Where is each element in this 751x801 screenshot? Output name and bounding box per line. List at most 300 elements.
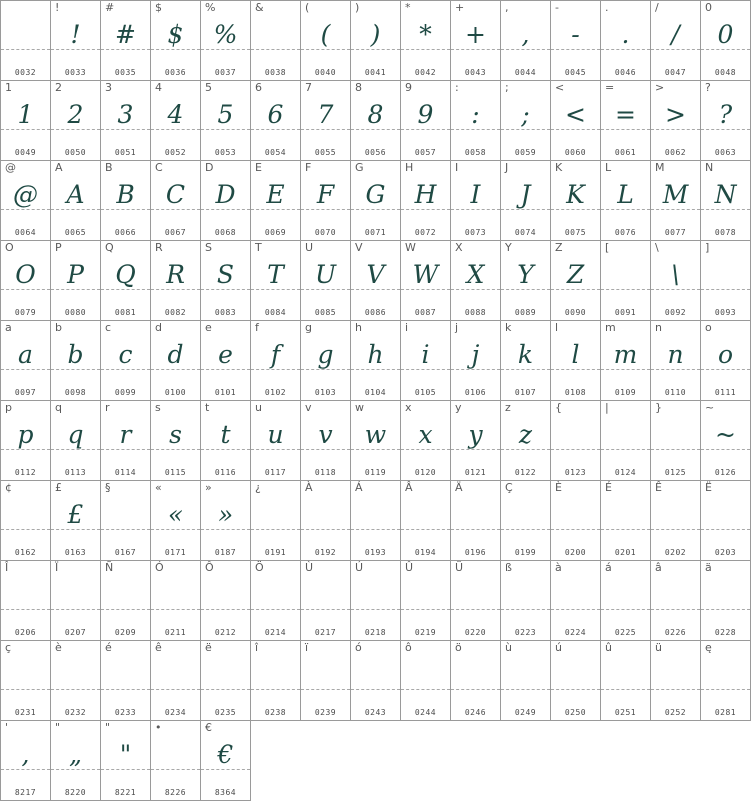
code-point-label: 0249 (514, 708, 537, 717)
code-point-label: 0056 (364, 148, 387, 157)
glyph-sample: - (571, 20, 580, 49)
glyph-cell (651, 641, 701, 721)
character-label: < (555, 81, 565, 94)
code-point-label: 0052 (164, 148, 187, 157)
glyph-cell (701, 561, 751, 641)
glyph-sample (151, 735, 200, 775)
glyph-cell (251, 241, 301, 321)
glyph-sample: + (465, 20, 486, 49)
code-point-label: 0123 (564, 468, 587, 477)
code-point-label: 0119 (364, 468, 387, 477)
code-point-label: 0062 (664, 148, 687, 157)
code-point-label: 0108 (564, 388, 587, 397)
glyph-cell (551, 561, 601, 641)
code-point-label: 0214 (264, 628, 287, 637)
code-point-label: 0075 (564, 228, 587, 237)
glyph-sample: T (267, 260, 284, 289)
glyph-sample (601, 495, 650, 535)
glyph-sample: y (468, 420, 483, 449)
glyph-sample: D (215, 180, 236, 209)
character-label: Ë (705, 481, 712, 494)
glyph-cell (601, 401, 651, 481)
code-point-label: 0069 (264, 228, 287, 237)
glyph-cell (551, 1, 601, 81)
glyph-cell (651, 241, 701, 321)
glyph-sample: v (318, 420, 333, 449)
character-label: w (355, 401, 364, 414)
character-label: [ (605, 241, 610, 254)
code-point-label: 0088 (464, 308, 487, 317)
glyph-cell (201, 1, 251, 81)
glyph-sample: K (566, 180, 585, 209)
character-label: â (655, 561, 662, 574)
character-label: Z (555, 241, 563, 254)
character-label: # (105, 1, 115, 14)
glyph-cell (501, 161, 551, 241)
glyph-sample: 3 (117, 100, 134, 129)
glyph-sample: o (717, 340, 734, 369)
glyph-cell (101, 401, 151, 481)
character-label: o (705, 321, 712, 334)
character-label: 6 (255, 81, 262, 94)
glyph-sample: > (665, 100, 686, 129)
code-point-label: 0078 (714, 228, 737, 237)
character-label: ó (355, 641, 362, 654)
glyph-sample: ? (718, 100, 733, 129)
code-point-label: 0067 (164, 228, 187, 237)
code-point-label: 0203 (714, 548, 737, 557)
glyph-cell (501, 561, 551, 641)
character-label: * (405, 1, 411, 14)
glyph-sample (151, 575, 200, 615)
code-point-label: 0211 (164, 628, 187, 637)
glyph-cell (1, 721, 51, 801)
character-label: ¿ (255, 481, 261, 494)
glyph-sample (401, 495, 450, 535)
glyph-cell (1, 161, 51, 241)
glyph-cell (301, 1, 351, 81)
character-label: u (255, 401, 262, 414)
glyph-cell (551, 481, 601, 561)
code-point-label: 0076 (614, 228, 637, 237)
glyph-cell (1, 401, 51, 481)
character-label: ú (555, 641, 562, 654)
glyph-cell (651, 81, 701, 161)
glyph-cell (101, 1, 151, 81)
glyph-cell (101, 81, 151, 161)
glyph-sample: C (165, 180, 186, 209)
glyph-cell (201, 81, 251, 161)
glyph-sample: @ (13, 180, 38, 209)
glyph-sample: F (316, 180, 335, 209)
character-label: E (255, 161, 262, 174)
glyph-sample: 1 (17, 100, 34, 129)
character-label: p (5, 401, 12, 414)
glyph-sample: , (521, 20, 530, 49)
character-label: Á (355, 481, 363, 494)
glyph-sample (601, 575, 650, 615)
glyph-cell (701, 481, 751, 561)
character-label: ; (505, 81, 509, 94)
glyph-cell (601, 1, 651, 81)
glyph-cell (651, 561, 701, 641)
glyph-sample: Q (115, 260, 136, 289)
character-label: c (105, 321, 112, 334)
code-point-label: 0047 (664, 68, 687, 77)
glyph-cell (501, 481, 551, 561)
character-label: P (55, 241, 62, 254)
glyph-cell (51, 721, 101, 801)
character-label: D (205, 161, 214, 174)
glyph-sample (501, 575, 550, 615)
glyph-sample (1, 495, 50, 535)
glyph-cell (51, 161, 101, 241)
glyph-cell (1, 241, 51, 321)
character-label: J (505, 161, 509, 174)
glyph-cell (501, 401, 551, 481)
glyph-sample (251, 495, 300, 535)
character-label: 9 (405, 81, 412, 94)
glyph-cell (651, 401, 701, 481)
code-point-label: 0074 (514, 228, 537, 237)
code-point-label: 0044 (514, 68, 537, 77)
glyph-sample: ( (320, 20, 331, 49)
glyph-sample (151, 655, 200, 695)
character-label: a (5, 321, 12, 334)
character-label: ß (505, 561, 512, 574)
code-point-label: 0051 (114, 148, 137, 157)
glyph-cell (451, 81, 501, 161)
code-point-label: 0232 (64, 708, 87, 717)
code-point-label: 0171 (164, 548, 187, 557)
glyph-sample: a (18, 340, 33, 369)
glyph-sample: 6 (267, 100, 284, 129)
character-label: H (405, 161, 414, 174)
glyph-cell (251, 481, 301, 561)
glyph-cell (501, 1, 551, 81)
glyph-cell (151, 81, 201, 161)
character-label: - (555, 1, 559, 14)
glyph-sample: i (421, 340, 430, 369)
glyph-cell (201, 401, 251, 481)
glyph-cell (151, 641, 201, 721)
code-point-label: 0209 (114, 628, 137, 637)
glyph-cell (701, 81, 751, 161)
glyph-cell (651, 321, 701, 401)
glyph-sample: h (367, 340, 384, 369)
glyph-cell (251, 321, 301, 401)
code-point-label: 0200 (564, 548, 587, 557)
code-point-label: 0233 (114, 708, 137, 717)
glyph-sample (251, 15, 300, 55)
code-point-label: 0117 (264, 468, 287, 477)
glyph-cell (601, 81, 651, 161)
glyph-sample: c (118, 340, 133, 369)
code-point-label: 0073 (464, 228, 487, 237)
code-point-label: 0054 (264, 148, 287, 157)
glyph-sample: Y (517, 260, 534, 289)
character-label: x (405, 401, 412, 414)
code-point-label: 0055 (314, 148, 337, 157)
code-point-label: 0104 (364, 388, 387, 397)
character-label: é (105, 641, 112, 654)
character-label: À (305, 481, 313, 494)
glyph-cell (501, 81, 551, 161)
character-label: G (355, 161, 364, 174)
glyph-cell (201, 721, 251, 801)
glyph-cell (51, 81, 101, 161)
glyph-sample (701, 655, 750, 695)
code-point-label: 0162 (14, 548, 37, 557)
character-label: . (605, 1, 609, 14)
glyph-sample (651, 655, 700, 695)
glyph-sample: 8 (367, 100, 384, 129)
glyph-cell (451, 401, 501, 481)
glyph-cell (601, 161, 651, 241)
glyph-cell (301, 561, 351, 641)
glyph-sample: z (518, 420, 533, 449)
character-label: K (555, 161, 563, 174)
glyph-sample: # (115, 20, 136, 49)
code-point-label: 0103 (314, 388, 337, 397)
glyph-cell (201, 161, 251, 241)
code-point-label: 0202 (664, 548, 687, 557)
glyph-sample (251, 655, 300, 695)
glyph-cell (401, 321, 451, 401)
glyph-sample (451, 655, 500, 695)
glyph-cell (151, 561, 201, 641)
glyph-sample: x (418, 420, 433, 449)
character-label: C (155, 161, 163, 174)
glyph-cell (101, 241, 151, 321)
glyph-cell (451, 641, 501, 721)
character-label: d (155, 321, 162, 334)
character-label: Î (5, 561, 9, 574)
code-point-label: 0066 (114, 228, 137, 237)
code-point-label: 8364 (214, 788, 237, 797)
code-point-label: 0037 (214, 68, 237, 77)
glyph-cell (51, 401, 101, 481)
glyph-sample: R (166, 260, 185, 289)
glyph-cell (451, 481, 501, 561)
code-point-label: 0225 (614, 628, 637, 637)
glyph-cell (301, 401, 351, 481)
glyph-cell (351, 641, 401, 721)
character-label: £ (55, 481, 62, 494)
code-point-label: 0089 (514, 308, 537, 317)
glyph-cell (551, 161, 601, 241)
code-point-label: 0082 (164, 308, 187, 317)
character-label: r (105, 401, 110, 414)
glyph-sample: 0 (717, 20, 734, 49)
glyph-sample: m (613, 340, 638, 369)
glyph-sample: t (220, 420, 231, 449)
glyph-sample (301, 575, 350, 615)
character-label: & (255, 1, 264, 14)
code-point-label: 0207 (64, 628, 87, 637)
character-label: ) (355, 1, 360, 14)
glyph-sample: X (466, 260, 485, 289)
glyph-sample: B (116, 180, 135, 209)
code-point-label: 0097 (14, 388, 37, 397)
glyph-sample: $ (167, 20, 184, 49)
code-point-label: 0118 (314, 468, 337, 477)
glyph-cell (701, 241, 751, 321)
code-point-label: 0228 (714, 628, 737, 637)
glyph-cell (351, 161, 401, 241)
glyph-sample: ; (521, 100, 530, 129)
glyph-sample: s (169, 420, 182, 449)
character-label: È (555, 481, 562, 494)
code-point-label: 0113 (64, 468, 87, 477)
character-label: v (305, 401, 312, 414)
glyph-cell (401, 401, 451, 481)
glyph-sample: \ (671, 260, 680, 289)
glyph-sample (201, 655, 250, 695)
glyph-cell (501, 641, 551, 721)
character-label: z (505, 401, 511, 414)
glyph-sample: Z (566, 260, 585, 289)
code-point-label: 0217 (314, 628, 337, 637)
glyph-cell (501, 321, 551, 401)
character-label: ç (5, 641, 12, 654)
glyph-cell (601, 321, 651, 401)
glyph-sample (301, 655, 350, 695)
glyph-sample (651, 415, 700, 455)
character-label: 2 (55, 81, 62, 94)
code-point-label: 0087 (414, 308, 437, 317)
glyph-sample: w (364, 420, 387, 449)
character-label: $ (155, 1, 162, 14)
glyph-sample: ! (70, 20, 81, 49)
glyph-sample: , (21, 740, 30, 769)
glyph-sample: M (662, 180, 689, 209)
code-point-label: 0192 (314, 548, 337, 557)
glyph-sample (401, 575, 450, 615)
glyph-cell (401, 561, 451, 641)
glyph-cell (151, 401, 201, 481)
glyph-cell (1, 561, 51, 641)
character-label: ä (705, 561, 712, 574)
code-point-label: 0111 (714, 388, 737, 397)
code-point-label: 0061 (614, 148, 637, 157)
glyph-sample (601, 415, 650, 455)
character-label: É (605, 481, 612, 494)
character-label: Ô (205, 561, 214, 574)
glyph-sample: £ (67, 500, 84, 529)
glyph-cell (301, 321, 351, 401)
code-point-label: 0281 (714, 708, 737, 717)
character-label: Ü (455, 561, 464, 574)
character-label: ( (305, 1, 310, 14)
character-label: l (555, 321, 559, 334)
code-point-label: 0085 (314, 308, 337, 317)
glyph-sample: 4 (167, 100, 184, 129)
character-label: ¢ (5, 481, 12, 494)
character-label: O (5, 241, 14, 254)
glyph-sample: / (671, 20, 680, 49)
glyph-cell (101, 321, 151, 401)
glyph-cell (551, 401, 601, 481)
character-label: 8 (355, 81, 362, 94)
glyph-cell (351, 481, 401, 561)
glyph-sample (551, 655, 600, 695)
character-label: ï (305, 641, 309, 654)
character-label: à (555, 561, 562, 574)
character-label: ~ (705, 401, 715, 414)
glyph-cell (151, 481, 201, 561)
code-point-label: 0122 (514, 468, 537, 477)
glyph-sample (251, 575, 300, 615)
character-label: B (105, 161, 113, 174)
character-label: Ú (355, 561, 364, 574)
code-point-label: 0072 (414, 228, 437, 237)
character-label: s (155, 401, 161, 414)
code-point-label: 0223 (514, 628, 537, 637)
code-point-label: 0206 (14, 628, 37, 637)
character-label: y (455, 401, 462, 414)
glyph-sample: e (218, 340, 233, 369)
character-label: t (205, 401, 210, 414)
code-point-label: 0201 (614, 548, 637, 557)
code-point-label: 0099 (114, 388, 137, 397)
glyph-cell (201, 321, 251, 401)
character-label: Ä (455, 481, 463, 494)
character-label: ę (705, 641, 712, 654)
code-point-label: 0120 (414, 468, 437, 477)
code-point-label: 0070 (314, 228, 337, 237)
character-label: L (605, 161, 612, 174)
code-point-label: 0102 (264, 388, 287, 397)
glyph-sample: n (667, 340, 684, 369)
glyph-sample: j (471, 340, 480, 369)
character-label: W (405, 241, 416, 254)
code-point-label: 0126 (714, 468, 737, 477)
character-label: ] (705, 241, 710, 254)
code-point-label: 0107 (514, 388, 537, 397)
code-point-label: 0036 (164, 68, 187, 77)
code-point-label: 0251 (614, 708, 637, 717)
code-point-label: 0121 (464, 468, 487, 477)
glyph-sample (301, 495, 350, 535)
glyph-sample (601, 655, 650, 695)
glyph-cell (701, 1, 751, 81)
code-point-label: 0116 (214, 468, 237, 477)
glyph-cell (651, 481, 701, 561)
glyph-sample (551, 415, 600, 455)
character-label: 0 (705, 1, 712, 14)
glyph-sample: L (617, 180, 634, 209)
code-point-label: 0080 (64, 308, 87, 317)
character-label: X (455, 241, 463, 254)
glyph-sample: " (119, 740, 132, 769)
glyph-cell (501, 241, 551, 321)
character-label: R (155, 241, 163, 254)
code-point-label: 0106 (464, 388, 487, 397)
glyph-sample (651, 495, 700, 535)
glyph-cell (701, 161, 751, 241)
character-label: ù (505, 641, 512, 654)
character-label: 4 (155, 81, 162, 94)
glyph-cell (401, 161, 451, 241)
glyph-sample (451, 495, 500, 535)
character-label: î (255, 641, 259, 654)
code-point-label: 0110 (664, 388, 687, 397)
glyph-cell (101, 161, 151, 241)
character-label: g (305, 321, 312, 334)
glyph-sample: N (714, 180, 737, 209)
glyph-sample: I (470, 180, 481, 209)
